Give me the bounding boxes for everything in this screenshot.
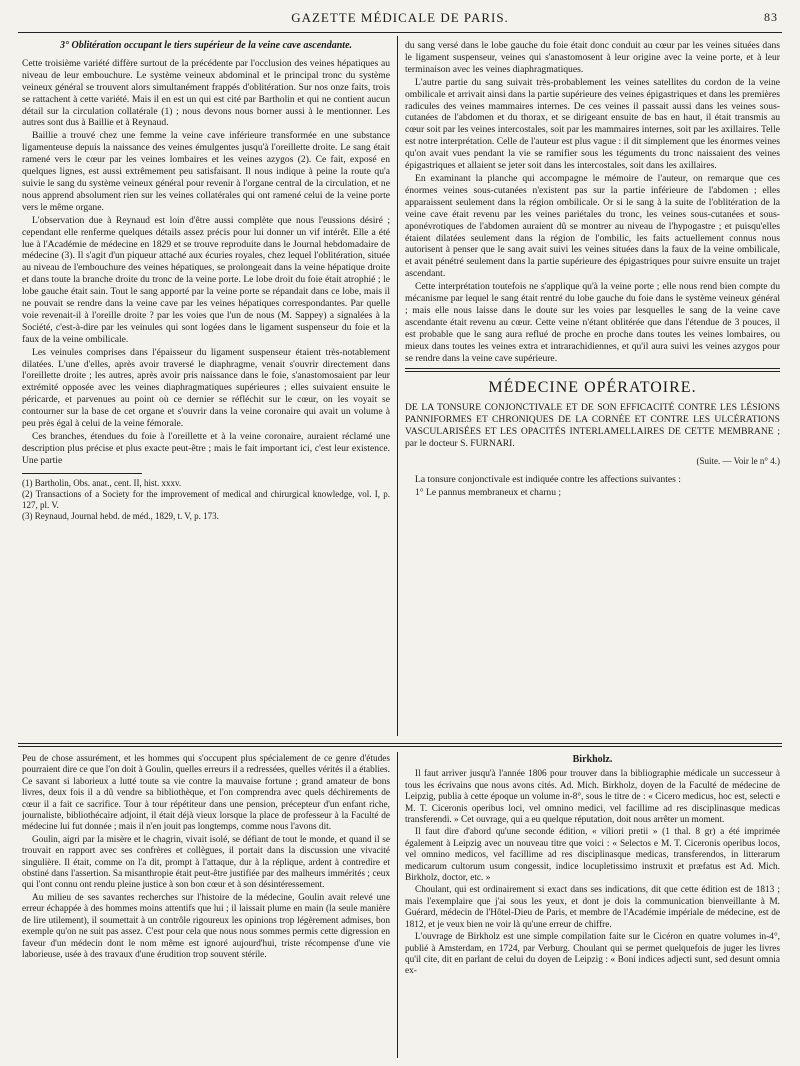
page-header [0, 10, 800, 32]
paragraph: L'observation due à Reynaud est loin d'être aussi complète que nous l'eussions désiré ; cependant elle renferme quelques détails assez précis pour lui donner un vif intérêt. Elle a été lue à l'Académie de médecine en 1829 et se trouve reproduite dans le Journal hebdomadaire de médecine (3). Il s'agit d'un piqueur attaché aux écuries royales, chez lequel l'oblitération, située au niveau de l'embouchure des veines hépatiques, se prolongeait dans la veine hépatique droite et dans toute la branche droite du tronc de la veine porte. Le lobe droit du foie était atrophié ; le lobe gauche était sain. Tout le sang apporté par la veine porte se répandait dans ce lobe, mais il ne pouvait se rendre dans la veine cave par les veines hépatiques correspondantes. Par quelle voie revenait-il à l'oreille droite ? par les voies que l'un de nous (M. Sappey) a signalées à la Société, c'est-à-dire par les veinules qui sont logées dans le ligament suspenseur du foie et la faux de la veine ombilicale. [22, 214, 390, 345]
footnote-rule [22, 473, 142, 474]
paragraph: Baillie a trouvé chez une femme la veine cave inférieure transformée en une substance ligamenteuse depuis la naissance des veines émulgentes jusqu'à l'oreillette droite. Le sang était ramené vers le cœur par les veines lombaires et les veines azygos (2). Ce fait, exposé en quelques lignes, est aussi extrêmement peu satisfaisant. Il nous indique à peine la route qu'a suivie le sang du système veineux général pour revenir à l'organe central de la circulation, et ne nous apprend absolument rien sur les veines collatérales qui ont ramené celui de la veine porte vers le même organe. [22, 130, 390, 213]
footnote: (1) Bartholin, Obs. anat., cent. II, hist. xxxv. [22, 477, 182, 488]
paragraph: Choulant, qui est ordinairement si exact dans ses indications, dit que cette édition est de 1813 ; mais l'exemplaire que j'ai sous les yeux, et dont je dois la communication bienveillante à M. Guérard, médecin de l'Hôtel-Dieu de Paris, et membre de l'Académie impériale de médecine, est de 1812, et je veux bien ne voir là qu'une erreur de chiffre. [405, 885, 780, 930]
paragraph: Il faut arriver jusqu'à l'année 1806 pour trouver dans la bibliographie médicale un successeur à tous les écrivains que nous avons cités. Ad. Mich. Birkholz, doyen de la Faculté de médecine de Leipzig, publia à cette époque un volume in-8°, sous le titre de : « Cicero medicus, hoc est, selecti e M. T. Ciceronis operibus loci, vel omnino medici, vel facillime ad res disciplinasque medicas transferendi. » Cet ouvrage, qui a eu quelque réputation, doit nous arrêter un moment. [405, 769, 780, 826]
article-subtitle: DE LA TONSURE CONJONCTIVALE ET DE SON EFFICACITÉ CONTRE LES LÉSIONS PANNIFORMES ET CHRONIQUES DE LA CORNÉE ET CONTRE LES ULCÉRATIONS VASCULARISÉES ET LES OPACITÉS INTERLAMELLAIRES DE CETTE MEMBRANE ; par le docteur S. FURNARI. [405, 402, 780, 450]
feuilleton-rule [18, 743, 782, 744]
column-divider-top [397, 36, 398, 736]
paragraph: Il faut dire d'abord qu'une seconde édition, « viliori pretii » (1 thal. 8 gr) a été imprimée également à Leipzig avec un nouveau titre que voici : « Selectos e M. T. Ciceronis operibus locos, vel omnino medicos, vel facillime ad res disciplinasque medicas, transferendos, in litterarum medicarum cultorum usum congessit, indice locupletissimo instruxit et præfatus est Ad. Mich. Birkholz, doctor, etc. » [405, 827, 780, 884]
paragraph: Peu de chose assurément, et les hommes qui s'occupent plus spécialement de ce genre d'études pourraient dire ce que l'on doit à Goulin, quelles erreurs il a redressées, quelles vérités il a établies. Ce savant si laborieux a lutté toute sa vie contre la mauvaise fortune ; grand amateur de bons livres, deux fois il a dû vendre sa bibliothèque, et l'on comprendra avec quels déchirements de cœur il a fait ce sacrifice. Tour à tour répétiteur dans une pension, précepteur d'un enfant riche, journaliste, bibliothécaire adjoint, il était déjà vieux lorsque la place de professeur à la Faculté de médecine lui fut donnée ; mais il n'en jouit pas longtemps, comme nous l'avons dit. [22, 754, 390, 833]
header-rule [18, 32, 782, 33]
paragraph: L'ouvrage de Birkholz est une simple compilation faite sur le Cicéron en quatre volumes in-4°, publié à Amsterdam, en 1724, par Verburg. Choulant qui se permet quelquefois de juger les livres qu'il cite, dit en parlant de celui du doyen de Leipzig : « Boni indices adjecti sunt, sed desunt omnia ex- [405, 932, 780, 977]
left-column [22, 40, 390, 740]
paragraph: Cette troisième variété diffère surtout de la précédente par l'occlusion des veines hépatiques au niveau de leur embouchure. Le système veineux abdominal et le principal tronc du système veineux général se trouvent alors simultanément frappés d'oblitération. Sur nos onze faits, trois se rattachent à cette variété. Mais il en est un qui est cité par Bartholin et qui ne contient aucun détail sur la circulation collatérale (1) ; nous devons nous borner aussi à le mentionner. Les autres sont dus à Baillie et à Reynaud. [22, 57, 390, 129]
paragraph: 1° Le pannus membraneux et charnu ; [415, 486, 562, 498]
journal-title: GAZETTE MÉDICALE DE PARIS. [291, 10, 509, 25]
paragraph: Ces branches, étendues du foie à l'oreillette et à la veine coronaire, auraient réclamé une description plus précise et plus exacte peut-être ; mais le fait important ici, c'est leur existence. Une partie [22, 431, 390, 466]
page-number: 83 [764, 10, 778, 24]
paragraph: L'autre partie du sang suivait très-probablement les veines satellites du cordon de la veine ombilicale et arrivait ainsi dans la partie supérieure des veines épigastriques et dans les premières radicules des veines mammaires internes. De ces veines il passait aussi dans les veines sous-cutanées de l'abdomen et du thorax, et se dirigeant ensuite de bas en haut, il était transmis au cœur soit par les veines intercostales, soit par les mammaires internes, soit par les axillaires. Telle est notre interprétation. Celle de l'auteur est plus vague : il dit simplement que les énormes veines qu'on avait vues pendant la vie se ramifier sous les téguments du tronc naissaient des veines épigastriques et allaient se jeter soit dans les intercostales, soit dans les axillaires. [405, 76, 780, 172]
article-heading: Birkholz. [572, 754, 613, 765]
paragraph: Cette interprétation toutefois ne s'applique qu'à la veine porte ; elle nous rend bien compte du mécanisme par lequel le sang était rentré du lobe gauche du foie dans le système veineux général ; mais elle nous laisse dans le doute sur les voies par lesquelles le sang de la veine cave ascendante était revenu au cœur. Cette veine n'étant oblitérée que dans l'étendue de 3 pouces, il est probable que le sang aura reflué de proche en proche dans toutes les veines lombaires, ou mieux dans toutes les veines extra et intrarachidiennes, et qu'il aura suivi les veines azygos pour se rendre dans la veine cave supérieure. [405, 281, 780, 364]
section-heading: 3° Oblitération occupant le tiers supérieur de la veine cave ascendante. [59, 40, 353, 51]
paragraph: Au milieu de ses savantes recherches sur l'histoire de la médecine, Goulin avait relevé une erreur échappée à des hommes moins attentifs que lui ; il laissait plume en main (la seule manière de lire utilement), il soumettait à un contrôle rigoureux les opinions trop légèrement admises, bon exemple qu'on ne suit pas assez. C'est pour cela que nous nous sommes permis cette digression en faveur d'un médecin dont le nom même est ignoré aujourd'hui, triste récompense d'une vie laborieuse, usée à des travaux d'une érudition trop souvent stérile. [22, 892, 390, 960]
paragraph: du sang versé dans le lobe gauche du foie était donc conduit au cœur par les veines situées dans le ligament suspenseur, veines qui s'anastomosent à leur origine avec la veine porte, et à leur terminaison avec les veines diaphragmatiques. [405, 40, 780, 75]
continuation-note: (Suite. — Voir le n° 4.) [696, 456, 780, 466]
right-column [405, 40, 780, 740]
column-divider-bottom [397, 752, 398, 1058]
feuilleton-rule-2 [18, 746, 782, 747]
paragraph: En examinant la planche qui accompagne le mémoire de l'auteur, on remarque que ces énormes veines sous-cutanées n'existent pas sur la partie inférieure de l'abdomen ; elles apparaissent seulement dans la région ombilicale. Or si le sang à la suite de l'oblitération de la veine cave était revenu par les veines pariétales du tronc, les veines sous-cutanées et sous-aponévrotiques de l'abdomen auraient dû se montrer au niveau de l'hypogastre ; et puisqu'elles étaient dilatées seulement dans la région de l'ombilic, les faits actuellement connus nous autorisent à penser que le sang avait suivi les veines situées dans la faux de la veine ombilicale, et avait pénétré seulement dans la partie supérieure des épigastriques pour suivre ensuite un trajet ascendant. [405, 172, 780, 280]
paragraph: Les veinules comprises dans l'épaisseur du ligament suspenseur étaient très-notablement dilatées. L'une d'elles, après avoir traversé le diaphragme, venait s'ouvrir directement dans l'oreillette droite ; les autres, après avoir pris naissance dans le foie, s'anastomosaient par leur extrémité opposée avec les veines diaphragmatiques supérieures ; elles suivaient ensuite le péricarde, et parvenues au point où ce dernier se réfléchit sur le cœur, on les voyait se contourner sur la base de cet organe et s'ouvrir dans la veine coronaire qui avait un volume à peu près égal à celui de la veine fémorale. [22, 346, 390, 430]
footnote: (3) Reynaud, Journal hebd. de méd., 1829, t. V, p. 173. [22, 510, 219, 521]
feuilleton-left-column [22, 754, 390, 1060]
footnotes [22, 478, 390, 522]
paragraph: Goulin, aigri par la misère et le chagrin, vivait isolé, se défiant de tout le monde, et quand il se trouvait en rapport avec ses confrères et collègues, il portait dans la discussion une vivacité singulière. Il était, comme on l'a dit, prompt à l'attaque, dur à la réplique, ardent à contredire et obstiné dans l'assertion. Sa misanthropie était peut-être justifiée par des malheurs immérités ; ceux qui l'ont connu ont rendu pleine justice à son bon cœur et à son désintéressement. [22, 834, 390, 891]
feuilleton-right-column [405, 754, 780, 1060]
footnote: (2) Transactions of a Society for the improvement of medical and chirurgical knowledge, vol. I, p. 127, pl. V. [22, 488, 390, 510]
section-title: MÉDECINE OPÉRATOIRE. [488, 379, 697, 397]
section-separator [405, 368, 780, 372]
paragraph: La tonsure conjonctivale est indiquée contre les affections suivantes : [415, 473, 681, 485]
